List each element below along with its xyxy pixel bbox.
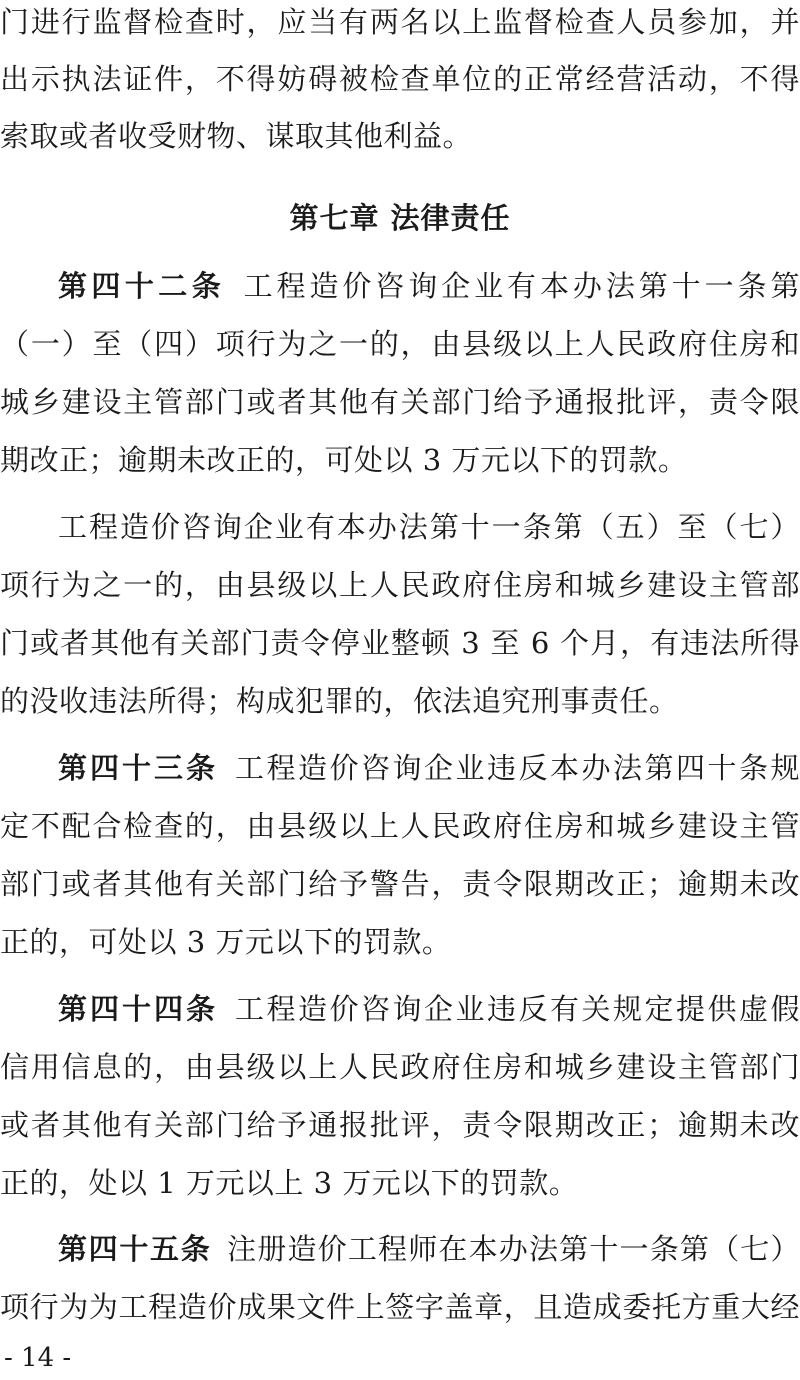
- paragraph-first-line: 工程造价咨询企业有本办法第十一条第（五）至（七）: [58, 510, 800, 544]
- article-first-line: [0, 979, 800, 1039]
- chapter-title: 第七章 法律责任: [289, 201, 511, 235]
- text-line: 门进行监督检查时，应当有两名以上监督检查人员参加，并: [0, 5, 800, 39]
- text-line: 的没收违法所得；构成犯罪的，依法追究刑事责任。: [0, 684, 679, 718]
- text-line: 城乡建设主管部门或者其他有关部门给予通报批评，责令限: [0, 385, 800, 419]
- text-line: （一）至（四）项行为之一的，由县级以上人民政府住房和: [0, 327, 800, 361]
- page-number: - 14 -: [4, 1343, 72, 1373]
- article-text: 工程造价咨询企业违反本办法第四十条规: [233, 751, 800, 785]
- text-line: 或者其他有关部门给予通报批评，责令限期改正；逾期未改: [0, 1108, 800, 1142]
- article-number: 第四十三条: [58, 751, 218, 785]
- text-line: 门或者其他有关部门责令停业整顿 3 至 6 个月，有违法所得: [0, 626, 800, 660]
- text-line: 项行为之一的，由县级以上人民政府住房和城乡建设主管部: [0, 568, 800, 602]
- article-text: 注册造价工程师在本办法第十一条第（七）: [226, 1232, 800, 1266]
- article-first-line: [0, 1219, 800, 1279]
- text-line: 期改正；逾期未改正的，可处以 3 万元以下的罚款。: [0, 443, 688, 477]
- article-text: 工程造价咨询企业违反有关规定提供虚假: [233, 992, 800, 1026]
- text-line: 出示执法证件，不得妨碍被检查单位的正常经营活动，不得: [0, 62, 800, 96]
- text-line: 正的，可处以 3 万元以下的罚款。: [0, 925, 452, 959]
- text-line: 正的，处以 1 万元以上 3 万元以下的罚款。: [0, 1166, 579, 1200]
- article-first-line: [0, 738, 800, 798]
- article-first-line: [0, 256, 800, 316]
- article-number: 第四十四条: [58, 992, 218, 1026]
- text-line: 部门或者其他有关部门给予警告，责令限期改正；逾期未改: [0, 867, 800, 901]
- text-line: 索取或者收受财物、谋取其他利益。: [0, 119, 473, 153]
- article-number: 第四十五条: [58, 1232, 212, 1266]
- article-text: 工程造价咨询企业有本办法第十一条第: [240, 269, 800, 303]
- text-line: 定不配合检查的，由县级以上人民政府住房和城乡建设主管: [0, 809, 800, 843]
- text-line: 项行为为工程造价成果文件上签字盖章，且造成委托方重大经: [0, 1290, 800, 1324]
- text-line: 信用信息的，由县级以上人民政府住房和城乡建设主管部门: [0, 1050, 800, 1084]
- article-number: 第四十二条: [58, 269, 226, 303]
